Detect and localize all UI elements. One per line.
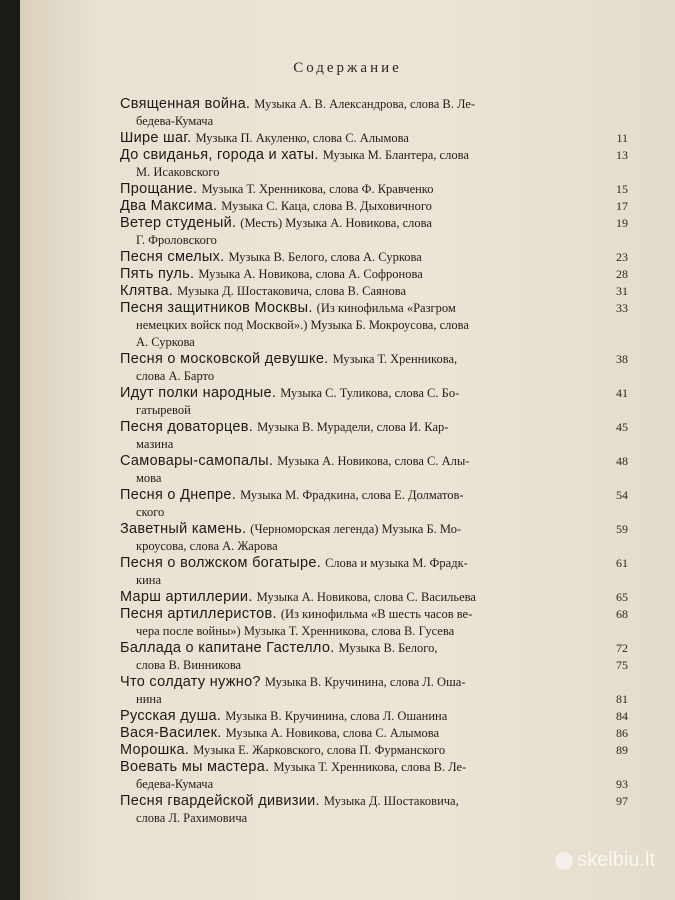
toc-entry-continuation xyxy=(120,810,640,827)
toc-entry xyxy=(120,283,640,300)
credit-text: Музыка М. Фрадкина, слова Е. Долматов- xyxy=(240,488,464,502)
credit-text: Музыка В. Кручинина, слова Л. Ошанина xyxy=(225,709,448,723)
credit-text: Музыка Е. Жарковского, слова П. Фурманского xyxy=(193,743,446,757)
credit-text: (Из кинофильма «В шесть часов ве- xyxy=(280,607,473,621)
song-title: Воевать мы мастера. xyxy=(120,759,270,775)
credit-text: мова xyxy=(136,471,162,485)
toc-entry xyxy=(120,181,640,198)
toc-entry-continuation xyxy=(120,232,640,249)
credit-text: Музыка А. Новикова, слова С. Васильева xyxy=(256,590,476,604)
credit-text: бедева-Кумача xyxy=(136,114,214,128)
page-number: 28 xyxy=(616,267,628,281)
credit-text: Музыка Д. Шостаковича, xyxy=(323,794,459,808)
toc-entry-continuation xyxy=(120,164,640,181)
toc-entry xyxy=(120,249,640,266)
watermark: skelbiu.lt xyxy=(555,849,655,872)
toc-entry xyxy=(120,147,640,164)
song-title: Морошка. xyxy=(120,742,190,758)
toc-entry-continuation xyxy=(120,470,640,487)
credit-text: Музыка В. Кручинина, слова Л. Оша- xyxy=(264,675,466,689)
book-page xyxy=(20,0,675,900)
page-number: 75 xyxy=(616,658,628,672)
watermark-logo-icon xyxy=(555,852,573,870)
toc-entry xyxy=(120,555,640,572)
song-title: Песня о Днепре. xyxy=(120,487,237,503)
toc-entry-continuation xyxy=(120,113,640,130)
credit-text: Музыка А. Новикова, слова С. Алы- xyxy=(277,454,470,468)
toc-entry xyxy=(120,640,640,657)
page-number: 93 xyxy=(616,777,628,791)
credit-text: Музыка С. Туликова, слова С. Бо- xyxy=(280,386,460,400)
song-title: Пять пуль. xyxy=(120,266,195,282)
credit-text: Музыка Т. Хренникова, слова В. Ле- xyxy=(273,760,467,774)
credit-text: Музыка А. В. Александрова, слова В. Ле- xyxy=(254,97,476,111)
credit-text: слова Л. Рахимовича xyxy=(136,811,248,825)
page-number: 61 xyxy=(616,556,628,570)
toc-entry xyxy=(120,453,640,470)
credit-text: (Черноморская легенда) Музыка Б. Мо- xyxy=(250,522,462,536)
page-number: 31 xyxy=(616,284,628,298)
song-title: Два Максима. xyxy=(120,198,218,214)
page-number: 41 xyxy=(616,386,628,400)
page-number: 89 xyxy=(616,743,628,757)
toc-entry xyxy=(120,215,640,232)
toc-entry-continuation xyxy=(120,436,640,453)
page-number: 72 xyxy=(616,641,628,655)
toc-entry xyxy=(120,742,640,759)
credit-text: Музыка В. Мурадели, слова И. Кар- xyxy=(257,420,449,434)
page-number: 33 xyxy=(616,301,628,315)
page-number: 23 xyxy=(616,250,628,264)
toc-entry xyxy=(120,759,640,776)
toc-entry xyxy=(120,419,640,436)
credit-text: Музыка Т. Хренникова, xyxy=(332,352,458,366)
toc-entry-continuation xyxy=(120,504,640,521)
toc-entry-continuation xyxy=(120,657,640,674)
song-title: Ветер студеный. xyxy=(120,215,237,231)
page-number: 11 xyxy=(616,131,628,145)
credit-text: Музыка М. Блантера, слова xyxy=(322,148,469,162)
credit-text: М. Исаковского xyxy=(136,165,220,179)
credit-text: Музыка Т. Хренникова, слова Ф. Кравченко xyxy=(201,182,434,196)
credit-text: кина xyxy=(136,573,161,587)
page-number: 86 xyxy=(616,726,628,740)
page-number: 97 xyxy=(616,794,628,808)
credit-text: чера после войны») Музыка Т. Хренникова, слова В. Гусева xyxy=(136,624,455,638)
toc-entry-continuation xyxy=(120,334,640,351)
table-of-contents xyxy=(120,96,640,827)
toc-entry xyxy=(120,300,640,317)
page-heading: Содержание xyxy=(293,60,402,76)
credit-text: бедева-Кумача xyxy=(136,777,214,791)
song-title: Самовары-самопалы. xyxy=(120,453,274,469)
song-title: Песня артиллеристов. xyxy=(120,606,277,622)
credit-text: мазина xyxy=(136,437,174,451)
credit-text: Музыка С. Каца, слова В. Дыховичного xyxy=(221,199,432,213)
page-number: 15 xyxy=(616,182,628,196)
page-number: 68 xyxy=(616,607,628,621)
song-title: Песня смелых. xyxy=(120,249,225,265)
credit-text: Слова и музыка М. Фрадк- xyxy=(325,556,468,570)
song-title: Баллада о капитане Гастелло. xyxy=(120,640,335,656)
song-title: До свиданья, города и хаты. xyxy=(120,147,319,163)
song-title: Песня защитников Москвы. xyxy=(120,300,313,316)
song-title: Священная война. xyxy=(120,96,251,112)
toc-entry xyxy=(120,606,640,623)
credit-text: нина xyxy=(136,692,162,706)
credit-text: слова А. Барто xyxy=(136,369,215,383)
toc-entry-continuation xyxy=(120,402,640,419)
credit-text: кроусова, слова А. Жарова xyxy=(136,539,278,553)
toc-entry-continuation xyxy=(120,317,640,334)
toc-entry xyxy=(120,725,640,742)
toc-entry-continuation xyxy=(120,538,640,555)
credit-text: немецких войск под Москвой».) Музыка Б. Мокроусова, слова xyxy=(136,318,469,332)
toc-entry xyxy=(120,674,640,691)
song-title: Шире шаг. xyxy=(120,130,192,146)
song-title: Клятва. xyxy=(120,283,174,299)
toc-entry xyxy=(120,96,640,113)
song-title: Заветный камень. xyxy=(120,521,247,537)
credit-text: ского xyxy=(136,505,165,519)
toc-entry-continuation xyxy=(120,776,640,793)
credit-text: (Из кинофильма «Разгром xyxy=(316,301,456,315)
song-title: Вася-Василек. xyxy=(120,725,222,741)
page-number: 65 xyxy=(616,590,628,604)
toc-entry xyxy=(120,793,640,810)
page-number: 45 xyxy=(616,420,628,434)
toc-entry xyxy=(120,487,640,504)
page-number: 81 xyxy=(616,692,628,706)
page-number: 48 xyxy=(616,454,628,468)
song-title: Прощание. xyxy=(120,181,198,197)
song-title: Песня о московской девушке. xyxy=(120,351,329,367)
credit-text: Музыка В. Белого, xyxy=(338,641,438,655)
credit-text: А. Суркова xyxy=(136,335,195,349)
credit-text: Г. Фроловского xyxy=(136,233,217,247)
toc-entry xyxy=(120,708,640,725)
credit-text: Музыка А. Новикова, слова С. Алымова xyxy=(225,726,440,740)
credit-text: Музыка Д. Шостаковича, слова В. Саянова xyxy=(177,284,407,298)
toc-entry xyxy=(120,266,640,283)
toc-entry-continuation xyxy=(120,691,640,708)
song-title: Идут полки народные. xyxy=(120,385,277,401)
page-number: 59 xyxy=(616,522,628,536)
page-number: 19 xyxy=(616,216,628,230)
song-title: Марш артиллерии. xyxy=(120,589,253,605)
toc-entry-continuation xyxy=(120,368,640,385)
credit-text: Музыка А. Новикова, слова А. Софронова xyxy=(198,267,423,281)
toc-entry-continuation xyxy=(120,572,640,589)
credit-text: гатыревой xyxy=(136,403,191,417)
toc-entry xyxy=(120,385,640,402)
page-number: 13 xyxy=(616,148,628,162)
song-title: Что солдату нужно? xyxy=(120,674,261,690)
song-title: Русская душа. xyxy=(120,708,222,724)
credit-text: Музыка П. Акуленко, слова С. Алымова xyxy=(195,131,409,145)
toc-entry xyxy=(120,130,640,147)
song-title: Песня доваторцев. xyxy=(120,419,254,435)
toc-entry-continuation xyxy=(120,623,640,640)
toc-entry xyxy=(120,589,640,606)
page-number: 84 xyxy=(616,709,628,723)
credit-text: слова В. Винникова xyxy=(136,658,242,672)
page-number: 17 xyxy=(616,199,628,213)
credit-text: Музыка В. Белого, слова А. Суркова xyxy=(228,250,422,264)
toc-entry xyxy=(120,351,640,368)
page-number: 38 xyxy=(616,352,628,366)
page-number: 54 xyxy=(616,488,628,502)
song-title: Песня гвардейской дивизии. xyxy=(120,793,320,809)
song-title: Песня о волжском богатыре. xyxy=(120,555,322,571)
toc-entry xyxy=(120,521,640,538)
toc-entry xyxy=(120,198,640,215)
credit-text: (Месть) Музыка А. Новикова, слова xyxy=(240,216,432,230)
